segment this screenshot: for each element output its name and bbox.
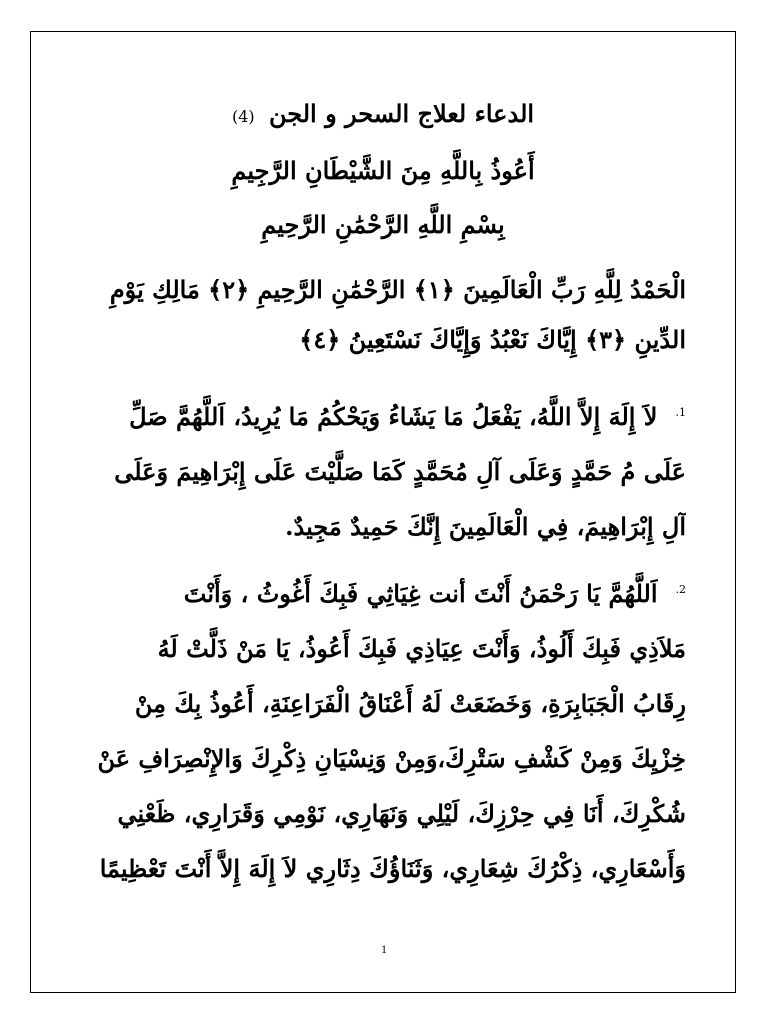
paragraph-number: 1. (675, 406, 686, 419)
supplication-paragraph-1 (80, 385, 686, 554)
paragraph-line-text: اَللَّهُمَّ يَا رَحْمَنُ أَنْتَ أنت غِيَاثِي فَبِكَ أَغُوثُ ، وَأَنْتَ (183, 579, 658, 608)
paragraph-line: وَأَسْعَارِي، ذِكْرُكَ شِعَارِي، وَثَنَاؤُكَ دِثَارِي لاَ إِلَهَ إِلاَّ أَنْتَ تَعْظِيمًا (99, 854, 686, 883)
paragraph-line (80, 562, 686, 621)
paragraph-line: عَلَى مُ حَمَّدٍ وَعَلَى آلِ مُحَمَّدٍ كَمَا صَلَّيْتَ عَلَى إِبْرَاهِيمَ وَعَلَى (114, 457, 686, 486)
fatiha-line: الْحَمْدُ لِلَّهِ رَبِّ الْعَالَمِينَ ﴿١﴾ الرَّحْمَٰنِ الرَّحِيمِ ﴿٢﴾ مَالِكِ يَوْمِ (109, 275, 686, 304)
paragraph-line-text: لاَ إِلَهَ إِلاَّ اللَّهُ، يَفْعَلُ مَا يَشَاءُ وَيَحْكُمُ مَا يُرِيدُ، اَللَّهُمَّ صَلِّ (129, 402, 658, 431)
paragraph-line: شُكْرِكَ، أَنَا فِي حِرْزِكَ، لَيْلِي وَنَهَارِي، نَوْمِي وَقَرَارِي، ظَعْنِي (117, 799, 686, 828)
fatiha-line: الدِّينِ ﴿٣﴾ إِيَّاكَ نَعْبُدُ وَإِيَّاكَ نَسْتَعِينُ ﴿٤﴾ (299, 325, 686, 354)
paragraph-line: خِزْيِكَ وَمِنْ كَشْفِ سَتْرِكَ،وَمِنْ وَنِسْيَانِ ذِكْرِكَ وَالإِنْصِرَافِ عَنْ (97, 744, 686, 773)
paragraph-line: آلِ إِبْرَاهِيمَ، فِي الْعَالَمِينَ إِنَّكَ حَمِيدٌ مَجِيدٌ. (285, 512, 686, 541)
document-title (80, 100, 686, 131)
paragraph-number: 2. (675, 583, 686, 596)
title-number: (4) (231, 107, 255, 126)
paragraph-line (80, 385, 686, 444)
paragraph-line: مَلاَذِي فَبِكَ أَلُوذُ، وَأَنْتَ عِيَاذِي فَبِكَ أَعُوذُ، يَا مَنْ ذَلَّتْ لَهُ (157, 634, 686, 663)
paragraph-line: رِقَابُ الْجَبَابِرَةِ، وَخَضَعَتْ لَهُ أَعْنَاقُ الْفَرَاعِنَةِ، أَعُوذُ بِكَ مِنْ (134, 689, 686, 718)
fatiha-verses (80, 265, 686, 365)
title-text: الدعاء لعلاج السحر و الجن (268, 99, 535, 128)
basmala: بِسْمِ اللَّهِ الرَّحْمَٰنِ الرَّحِيمِ (261, 210, 505, 239)
istiadha: أَعُوذُ بِاللَّهِ مِنَ الشَّيْطَانِ الرَّجِيمِ (231, 156, 535, 185)
document-body (80, 100, 686, 904)
page-number: 1 (381, 942, 387, 956)
supplication-paragraph-2 (80, 562, 686, 896)
